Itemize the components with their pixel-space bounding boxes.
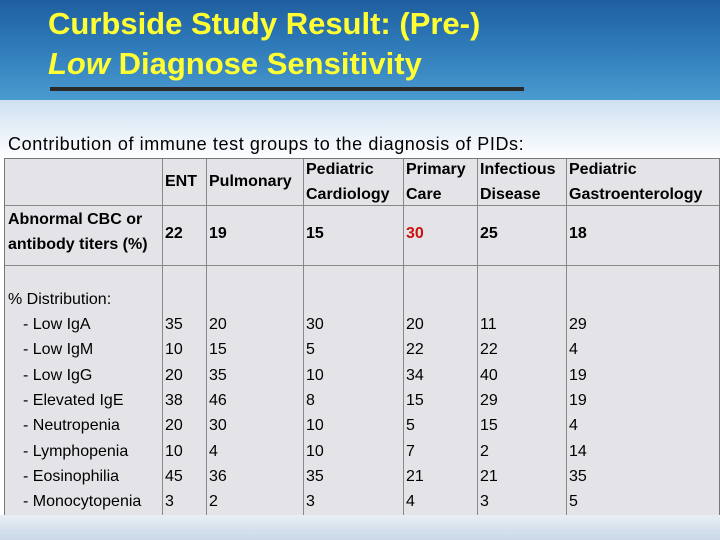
table-cell: 19 bbox=[569, 391, 587, 409]
title-line-2-rest: Diagnose Sensitivity bbox=[110, 46, 422, 81]
table-cell: 29 bbox=[480, 391, 498, 409]
table-cell: 15 bbox=[480, 417, 498, 435]
summary-value-primary-care: 30 bbox=[406, 225, 424, 242]
table-cell: 20 bbox=[209, 316, 227, 333]
title-line-2 bbox=[48, 44, 480, 84]
column-divider bbox=[162, 159, 163, 515]
table-cell: 10 bbox=[165, 442, 183, 460]
table-cell: 10 bbox=[306, 442, 324, 460]
table-cell: 35 bbox=[569, 467, 587, 485]
column-header-line: Gastroenterology bbox=[569, 186, 703, 203]
table-cell: 30 bbox=[209, 417, 227, 435]
summary-value-pediatric-cardiology: 15 bbox=[306, 225, 324, 242]
summary-value-ent: 22 bbox=[165, 225, 183, 242]
table-cell: 35 bbox=[209, 366, 227, 384]
summary-row-label bbox=[8, 207, 148, 257]
column-header-primary-care bbox=[406, 157, 466, 207]
footer-band bbox=[0, 515, 720, 540]
table-cell: 2 bbox=[209, 493, 218, 511]
column-header-line: Cardiology bbox=[306, 186, 390, 203]
table-cell: 19 bbox=[569, 366, 587, 384]
table-cell: 4 bbox=[209, 442, 218, 460]
summary-value-pediatric-gastroenterology: 18 bbox=[569, 225, 587, 242]
table-cell: 30 bbox=[306, 316, 324, 333]
table-cell: 15 bbox=[406, 391, 424, 409]
table-cell: 7 bbox=[406, 442, 415, 460]
table-cell: 5 bbox=[406, 417, 415, 435]
table-cell: 5 bbox=[306, 341, 315, 359]
table-cell: 20 bbox=[165, 366, 183, 384]
slide-title bbox=[48, 4, 480, 84]
summary-label-line: antibody titers (%) bbox=[8, 236, 148, 253]
table-cell: 21 bbox=[406, 467, 424, 485]
table-cell: 8 bbox=[306, 391, 315, 409]
summary-value-infectious-disease: 25 bbox=[480, 225, 498, 242]
column-divider bbox=[477, 159, 478, 515]
summary-label-line: Abnormal CBC or bbox=[8, 211, 143, 228]
column-divider bbox=[403, 159, 404, 515]
column-header-ent: ENT bbox=[165, 173, 197, 190]
slide-subtitle: Contribution of immune test groups to the diagnosis of PIDs: bbox=[8, 134, 525, 154]
results-table bbox=[4, 158, 720, 516]
table-cell: 22 bbox=[480, 341, 498, 359]
summary-value-pulmonary: 19 bbox=[209, 225, 227, 242]
distribution-row-label: - Low IgG bbox=[23, 366, 93, 384]
summary-divider bbox=[5, 265, 719, 266]
column-divider bbox=[566, 159, 567, 515]
distribution-row-label: - Low IgA bbox=[23, 316, 91, 333]
column-header-line: Disease bbox=[480, 186, 541, 203]
table-cell: 3 bbox=[480, 493, 489, 511]
column-header-infectious-disease bbox=[480, 157, 556, 207]
table-cell: 20 bbox=[406, 316, 424, 333]
column-header-pediatric-gastroenterology bbox=[569, 157, 702, 207]
distribution-label: % Distribution: bbox=[8, 291, 112, 308]
column-header-line: Pediatric bbox=[306, 161, 374, 178]
table-cell: 34 bbox=[406, 366, 424, 384]
table-cell: 5 bbox=[569, 493, 578, 511]
title-line-1: Curbside Study Result: (Pre-) bbox=[48, 6, 481, 41]
table-cell: 40 bbox=[480, 366, 498, 384]
title-underline bbox=[50, 87, 524, 91]
title-emphasis: Low bbox=[48, 46, 110, 81]
table-cell: 38 bbox=[165, 391, 183, 409]
column-header-line: Primary bbox=[406, 161, 466, 178]
table-cell: 14 bbox=[569, 442, 587, 460]
column-header-pediatric-cardiology bbox=[306, 157, 390, 207]
table-cell: 35 bbox=[306, 467, 324, 485]
distribution-row-label: - Elevated IgE bbox=[23, 391, 124, 409]
table-cell: 10 bbox=[306, 366, 324, 384]
table-cell: 45 bbox=[165, 467, 183, 485]
column-header-line: Infectious bbox=[480, 161, 556, 178]
distribution-row-label: - Monocytopenia bbox=[23, 493, 142, 511]
table-cell: 4 bbox=[406, 493, 415, 511]
table-cell: 29 bbox=[569, 316, 587, 333]
column-divider bbox=[303, 159, 304, 515]
table-cell: 3 bbox=[165, 493, 174, 511]
column-header-line: Care bbox=[406, 186, 442, 203]
table-cell: 36 bbox=[209, 467, 227, 485]
column-header-pulmonary: Pulmonary bbox=[209, 173, 292, 190]
table-cell: 10 bbox=[165, 341, 183, 359]
distribution-row-label: - Eosinophilia bbox=[23, 467, 120, 485]
distribution-row-label: - Lymphopenia bbox=[23, 442, 129, 460]
column-divider bbox=[206, 159, 207, 515]
table-cell: 20 bbox=[165, 417, 183, 435]
table-cell: 4 bbox=[569, 341, 578, 359]
table-cell: 11 bbox=[480, 316, 497, 333]
table-cell: 21 bbox=[480, 467, 498, 485]
table-cell: 46 bbox=[209, 391, 227, 409]
column-header-line: Pediatric bbox=[569, 161, 637, 178]
distribution-row-label: - Neutropenia bbox=[23, 417, 120, 435]
table-cell: 10 bbox=[306, 417, 324, 435]
table-cell: 2 bbox=[480, 442, 489, 460]
distribution-row-label: - Low IgM bbox=[23, 341, 94, 359]
table-cell: 22 bbox=[406, 341, 424, 359]
table-cell: 35 bbox=[165, 316, 183, 333]
table-cell: 4 bbox=[569, 417, 578, 435]
table-cell: 15 bbox=[209, 341, 227, 359]
table-cell: 3 bbox=[306, 493, 315, 511]
